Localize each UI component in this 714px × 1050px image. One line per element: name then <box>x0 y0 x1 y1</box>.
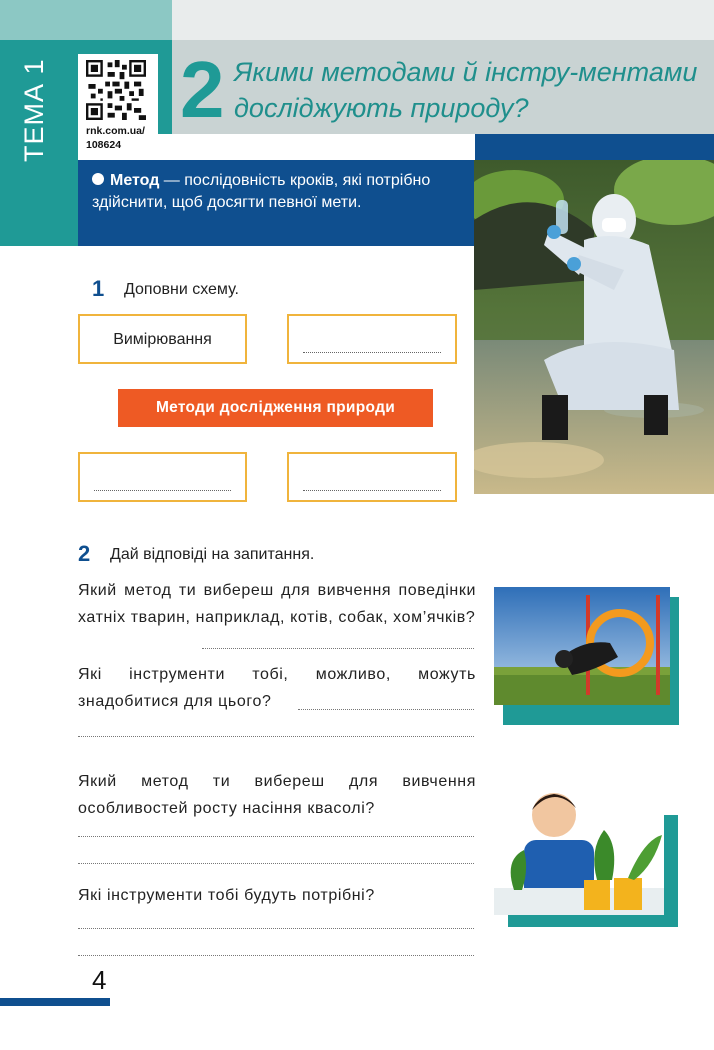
answer-line[interactable] <box>94 490 231 491</box>
scheme-box-empty-3[interactable] <box>287 452 457 502</box>
page-number: 4 <box>92 965 107 995</box>
answer-line[interactable] <box>78 836 474 837</box>
question-3: Який метод ти вибереш для вивчення особливостей росту насіння квасолі? <box>78 773 476 817</box>
answer-line[interactable] <box>202 648 474 649</box>
definition-text <box>92 170 467 214</box>
task1-number: 1 <box>92 276 105 301</box>
answer-line[interactable] <box>303 352 441 353</box>
task1-instruction: Доповни схему. <box>124 281 239 298</box>
scheme-box-measurement <box>78 314 247 364</box>
boy-plants-photo <box>494 780 664 915</box>
question-2: Які інструменти тобі, можливо, можуть знадобитися для цього? <box>78 666 476 710</box>
scheme-box-empty-1[interactable] <box>287 314 457 364</box>
qr-code-icon[interactable] <box>86 60 146 120</box>
definition-term: Метод <box>110 172 160 189</box>
answer-line[interactable] <box>78 736 474 737</box>
lesson-number: 2 <box>180 45 225 134</box>
dog-agility-photo <box>494 587 670 705</box>
question-4: Які інструменти тобі будуть потрібні? <box>78 887 375 904</box>
page-title: Якими методами й інстру-ментами досліджують природу? <box>234 57 698 123</box>
answer-line[interactable] <box>298 709 474 710</box>
answer-line[interactable] <box>78 928 474 929</box>
bullet-icon <box>92 173 104 185</box>
task2-number: 2 <box>78 541 91 566</box>
scheme-box-label: Вимірювання <box>113 331 212 348</box>
footer-bar <box>0 998 110 1006</box>
answer-line[interactable] <box>303 490 441 491</box>
header-blue-strip <box>475 134 714 160</box>
tema-label: ТЕМА 1 <box>19 58 49 162</box>
header-teal-strip <box>0 0 172 40</box>
question-1: Який метод ти вибереш для вивчення поведінки хатніх тварин, наприклад, котів, собак, хом’ячків? <box>78 582 476 626</box>
scheme-box-empty-2[interactable] <box>78 452 247 502</box>
answer-line[interactable] <box>78 863 474 864</box>
definition-body: — послідовність кроків, які потрібно здійснити, щоб досягти певної мети. <box>92 172 431 211</box>
header-gray-strip <box>172 0 714 40</box>
answer-line[interactable] <box>78 955 474 956</box>
task2-instruction: Дай відповіді на запитання. <box>110 546 315 563</box>
methods-center-label: Методи дослідження природи <box>118 389 433 427</box>
scientist-photo <box>474 160 714 494</box>
qr-url[interactable]: rnk.com.ua/ 108624 <box>86 125 145 151</box>
